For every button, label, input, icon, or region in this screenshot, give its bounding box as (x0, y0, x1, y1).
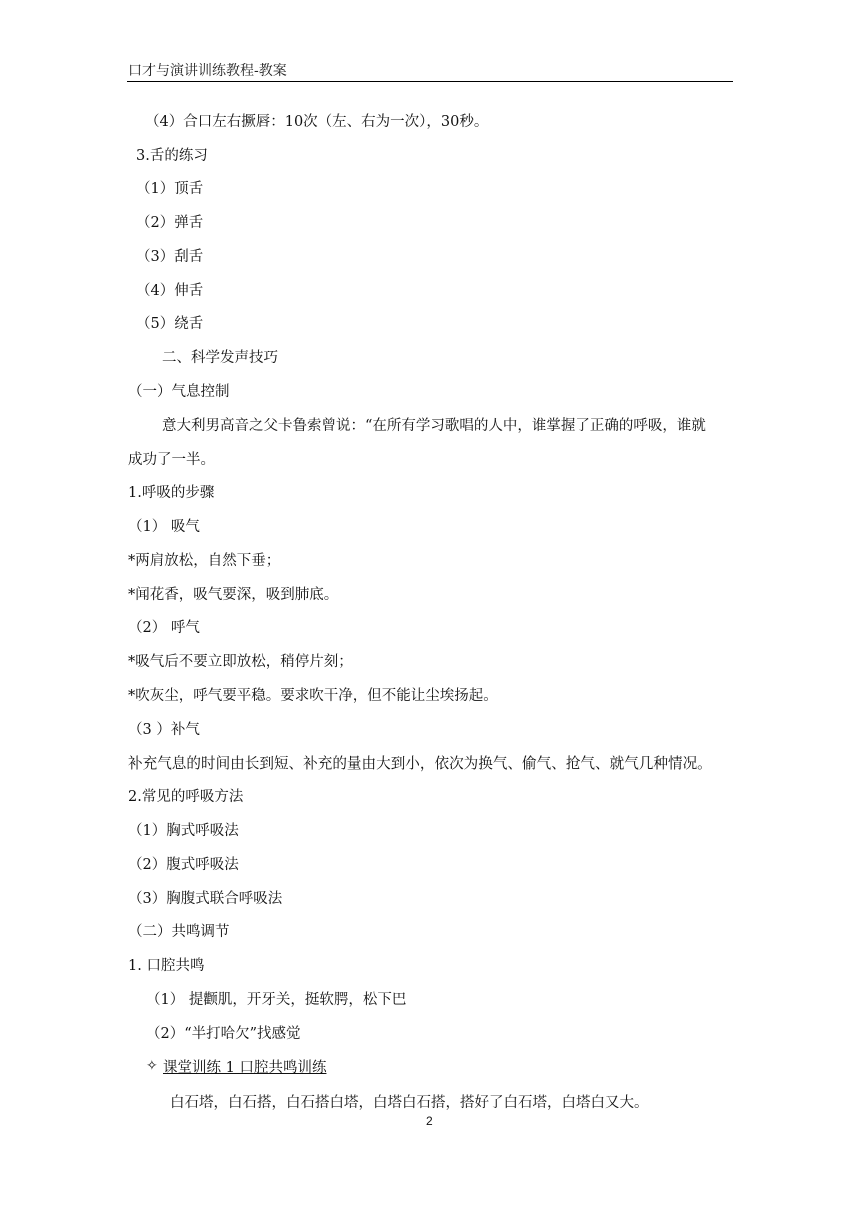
subsection-heading: （二）共鸣调节 (128, 924, 230, 940)
text-line: （2）“半打哈欠”找感觉 (146, 1026, 301, 1042)
paragraph-line: 成功了一半。 (128, 452, 215, 468)
diamond-bullet-icon: ✧ (146, 1058, 158, 1074)
text-line: （3）刮舌 (136, 249, 204, 265)
header-rule (127, 81, 733, 82)
text-line: （5）绕舌 (136, 316, 204, 332)
paragraph-line: 补充气息的时间由长到短、补充的量由大到小，依次为换气、偷气、抢气、就气几种情况。 (128, 755, 712, 772)
text-line: *吸气后不要立即放松，稍停片刻； (128, 654, 353, 670)
exercise-heading: 课堂训练 1 口腔共鸣训练 (163, 1060, 327, 1076)
section-heading: 1.呼吸的步骤 (128, 485, 215, 501)
text-line: *闻花香，吸气要深，吸到肺底。 (128, 587, 339, 603)
text-line: （2）腹式呼吸法 (128, 857, 239, 873)
page-number: 2 (426, 1114, 433, 1128)
section-heading: 二、科学发声技巧 (162, 350, 278, 366)
section-heading: 3.舌的练习 (136, 148, 208, 164)
text-line: （4）伸舌 (136, 283, 204, 299)
section-heading: 1. 口腔共鸣 (128, 958, 205, 974)
text-line: （3）胸腹式联合呼吸法 (128, 891, 283, 907)
text-line: *两肩放松，自然下垂； (128, 553, 281, 569)
subsection-heading: （一）气息控制 (128, 384, 230, 400)
text-line: （3 ）补气 (128, 722, 200, 738)
text-line: *吹灰尘，呼气要平稳。要求吹干净，但不能让尘埃扬起。 (128, 688, 498, 704)
running-header: 口才与演讲训练教程-教案 (128, 63, 287, 79)
text-line: （1） 提颧肌，开牙关，挺软腭，松下巴 (146, 992, 407, 1008)
text-line: （2）弹舌 (136, 215, 204, 231)
tongue-twister-line: 白石塔，白石搭，白石搭白塔，白塔白石搭，搭好了白石塔，白塔白又大。 (170, 1095, 649, 1111)
text-line: （2） 呼气 (128, 620, 200, 636)
text-line: （4）合口左右撅唇：10次（左、右为一次），30秒。 (145, 114, 489, 130)
text-line: （1）顶舌 (136, 181, 204, 197)
text-line: （1） 吸气 (128, 519, 200, 535)
section-heading: 2.常见的呼吸方法 (128, 789, 244, 805)
paragraph-line: 意大利男高音之父卡鲁索曾说：“在所有学习歌唱的人中，谁掌握了正确的呼吸，谁就 (162, 418, 706, 434)
text-line: （1）胸式呼吸法 (128, 823, 239, 839)
